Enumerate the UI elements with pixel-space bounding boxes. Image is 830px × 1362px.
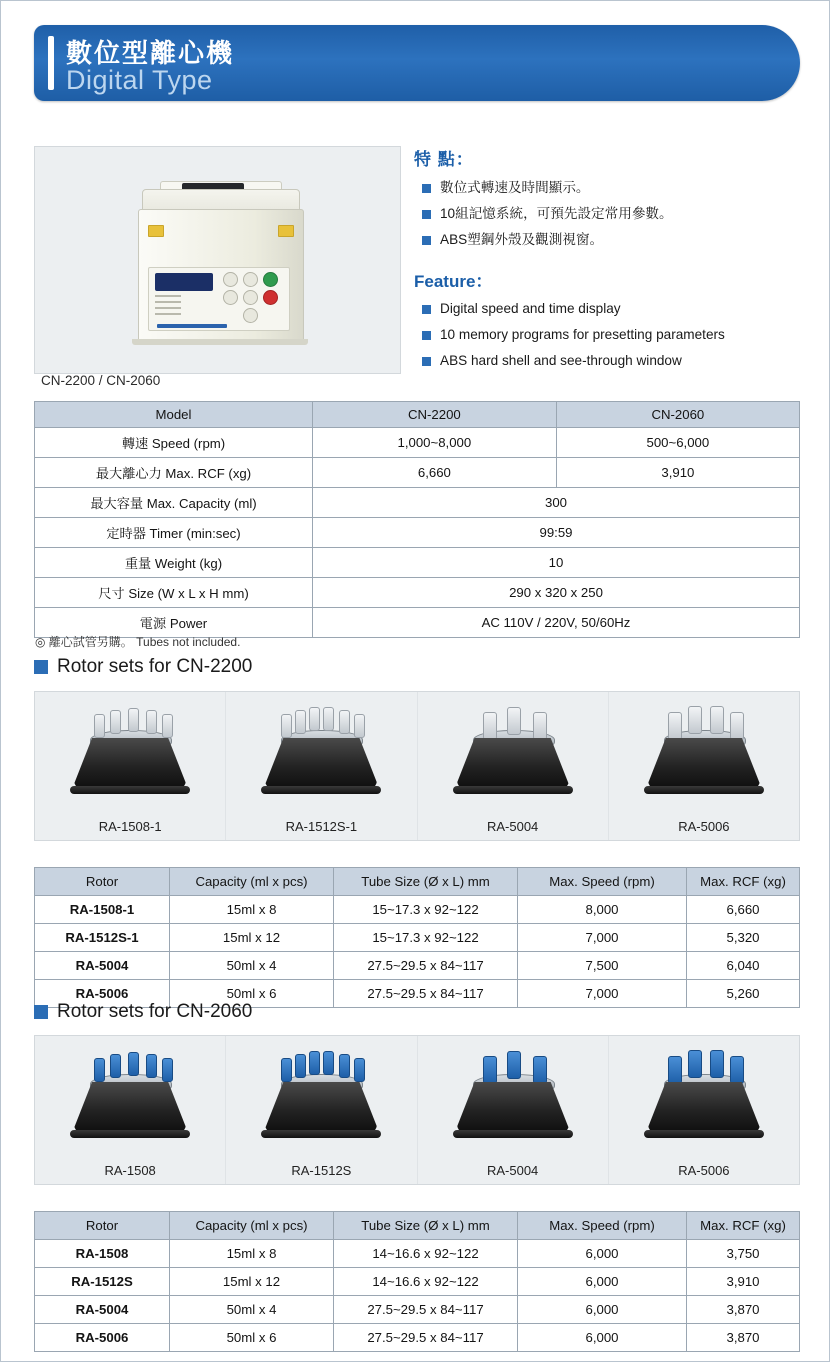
cell-max-speed: 7,000 [518,980,687,1008]
col-rotor: Rotor [35,1212,170,1240]
cell-value: 300 [313,488,800,518]
rotor-illustration [66,710,194,798]
bullet-square-icon [422,331,431,340]
table-row [35,1296,800,1324]
cell-tube-size: 27.5~29.5 x 84~117 [334,952,518,980]
col-cn2060: CN-2060 [556,402,799,428]
cell-max-rcf: 3,870 [687,1296,800,1324]
row-label: 轉速 Speed (rpm) [35,428,313,458]
rotor-illustration [257,1054,385,1142]
feature-item-cn-3 [414,232,804,249]
feature-item-en-2 [414,327,804,344]
col-cn2200: CN-2200 [313,402,557,428]
cell-value: 6,660 [313,458,557,488]
cell-value: 290 x 320 x 250 [313,578,800,608]
col-tube-size: Tube Size (Ø x L) mm [334,1212,518,1240]
table-row [35,458,800,488]
cell-max-rcf: 3,870 [687,1324,800,1352]
section-title: Rotor sets for CN-2200 [57,656,253,677]
cell-max-speed: 6,000 [518,1296,687,1324]
features-block [414,145,804,379]
cell-rotor: RA-5004 [35,1296,170,1324]
rotor-images-2200 [34,691,800,841]
col-rotor: Rotor [35,868,170,896]
cell-max-rcf: 5,260 [687,980,800,1008]
features-heading-cn: 特 點： [414,150,474,169]
cell-capacity: 50ml x 4 [170,952,334,980]
table-row [35,1240,800,1268]
section-heading-2060 [34,1001,252,1023]
banner-accent-bar [48,36,54,90]
row-label: 重量 Weight (kg) [35,548,313,578]
rotor-label: RA-5004 [486,819,539,834]
table-row [35,1324,800,1352]
page-title-en: Digital Type [66,65,213,95]
row-label: 最大容量 Max. Capacity (ml) [35,488,313,518]
cell-rotor: RA-5006 [35,980,170,1008]
row-label: 電源 Power [35,608,313,638]
col-max-speed: Max. Speed (rpm) [518,1212,687,1240]
product-photo [34,146,401,374]
cell-max-rcf: 5,320 [687,924,800,952]
table-row [35,1268,800,1296]
table-row [35,578,800,608]
cell-max-rcf: 6,660 [687,896,800,924]
rotor-image-cell [609,1036,799,1184]
col-model: Model [35,402,313,428]
table-row [35,428,800,458]
cell-value: 500~6,000 [556,428,799,458]
rotor-illustration [66,1054,194,1142]
table-header-row [35,402,800,428]
cell-value: 99:59 [313,518,800,548]
rotor-image-cell [226,1036,417,1184]
col-capacity: Capacity (ml x pcs) [170,1212,334,1240]
col-max-rcf: Max. RCF (xg) [687,1212,800,1240]
bullet-square-icon [34,1005,48,1019]
rotor-image-cell [35,1036,226,1184]
table-header-row [35,1212,800,1240]
rotor-label: RA-1508 [104,1163,156,1178]
table-row [35,488,800,518]
col-max-speed: Max. Speed (rpm) [518,868,687,896]
cell-rotor: RA-5006 [35,1324,170,1352]
cell-rotor: RA-1512S-1 [35,924,170,952]
cell-tube-size: 14~16.6 x 92~122 [334,1268,518,1296]
rotor-label: RA-5006 [678,1163,730,1178]
bullet-square-icon [422,184,431,193]
table-row [35,896,800,924]
cell-max-rcf: 3,910 [687,1268,800,1296]
cell-max-speed: 7,000 [518,924,687,952]
rotor-image-cell [418,1036,609,1184]
product-caption: CN-2200 / CN-2060 [41,373,161,388]
rotor-table-2200 [34,867,800,1008]
cell-capacity: 50ml x 6 [170,980,334,1008]
table-row [35,548,800,578]
rotor-illustration [640,1054,768,1142]
feature-text: 10組記憶系統，可預先設定常用參數。 [440,205,673,221]
bullet-square-icon [422,210,431,219]
rotor-image-cell [418,692,609,840]
feature-text: Digital speed and time display [440,300,621,316]
rotor-images-2060 [34,1035,800,1185]
rotor-image-cell [35,692,226,840]
rotor-illustration [449,1054,577,1142]
cell-capacity: 50ml x 4 [170,1296,334,1324]
col-tube-size: Tube Size (Ø x L) mm [334,868,518,896]
cell-rotor: RA-5004 [35,952,170,980]
feature-text: ABS hard shell and see-through window [440,352,682,368]
rotor-image-cell [609,692,799,840]
feature-item-cn-2 [414,206,804,223]
features-heading-en: Feature： [414,271,493,291]
row-label: 定時器 Timer (min:sec) [35,518,313,548]
cell-rotor: RA-1508-1 [35,896,170,924]
cell-max-speed: 8,000 [518,896,687,924]
page-banner [34,25,800,101]
cell-max-rcf: 3,750 [687,1240,800,1268]
section-heading-2200 [34,656,252,678]
rotor-illustration [449,710,577,798]
cell-capacity: 15ml x 12 [170,924,334,952]
rotor-label: RA-1508-1 [98,819,162,834]
rotor-label: RA-1512S-1 [285,819,358,834]
cell-max-speed: 6,000 [518,1324,687,1352]
bullet-square-icon [422,357,431,366]
row-label: 尺寸 Size (W x L x H mm) [35,578,313,608]
table-row [35,924,800,952]
specification-table [34,401,800,638]
page-title-cn: 數位型離心機 [66,38,235,68]
cell-rotor: RA-1508 [35,1240,170,1268]
tubes-note: ◎ 離心試管另購。 Tubes not included. [35,635,241,649]
row-label: 最大離心力 Max. RCF (xg) [35,458,313,488]
cell-value: 10 [313,548,800,578]
feature-item-cn-1 [414,180,804,197]
cell-tube-size: 15~17.3 x 92~122 [334,924,518,952]
cell-tube-size: 14~16.6 x 92~122 [334,1240,518,1268]
col-max-rcf: Max. RCF (xg) [687,868,800,896]
cell-tube-size: 27.5~29.5 x 84~117 [334,1296,518,1324]
feature-item-en-3 [414,353,804,370]
cell-rotor: RA-1512S [35,1268,170,1296]
feature-item-en-1 [414,301,804,318]
table-row [35,518,800,548]
col-capacity: Capacity (ml x pcs) [170,868,334,896]
rotor-label: RA-5004 [486,1163,539,1178]
section-title: Rotor sets for CN-2060 [57,1001,253,1022]
table-header-row [35,868,800,896]
cell-tube-size: 15~17.3 x 92~122 [334,896,518,924]
rotor-label: RA-1512S [291,1163,352,1178]
bullet-square-icon [422,305,431,314]
cell-value: AC 110V / 220V, 50/60Hz [313,608,800,638]
rotor-illustration [640,710,768,798]
table-row [35,952,800,980]
cell-capacity: 15ml x 8 [170,1240,334,1268]
cell-value: 3,910 [556,458,799,488]
cell-capacity: 50ml x 6 [170,1324,334,1352]
centrifuge-illustration [130,167,310,347]
cell-max-speed: 7,500 [518,952,687,980]
cell-capacity: 15ml x 12 [170,1268,334,1296]
bullet-square-icon [422,236,431,245]
rotor-illustration [257,710,385,798]
rotor-table-2060 [34,1211,800,1352]
cell-tube-size: 27.5~29.5 x 84~117 [334,1324,518,1352]
cell-max-speed: 6,000 [518,1268,687,1296]
cell-capacity: 15ml x 8 [170,896,334,924]
cell-max-rcf: 6,040 [687,952,800,980]
feature-text: 10 memory programs for presetting parameters [440,326,725,342]
feature-text: ABS塑鋼外殼及觀測視窗。 [440,231,604,247]
rotor-image-cell [226,692,417,840]
cell-max-speed: 6,000 [518,1240,687,1268]
rotor-label: RA-5006 [678,819,730,834]
feature-text: 數位式轉速及時間顯示。 [440,180,590,195]
cell-tube-size: 27.5~29.5 x 84~117 [334,980,518,1008]
cell-value: 1,000~8,000 [313,428,557,458]
bullet-square-icon [34,660,48,674]
